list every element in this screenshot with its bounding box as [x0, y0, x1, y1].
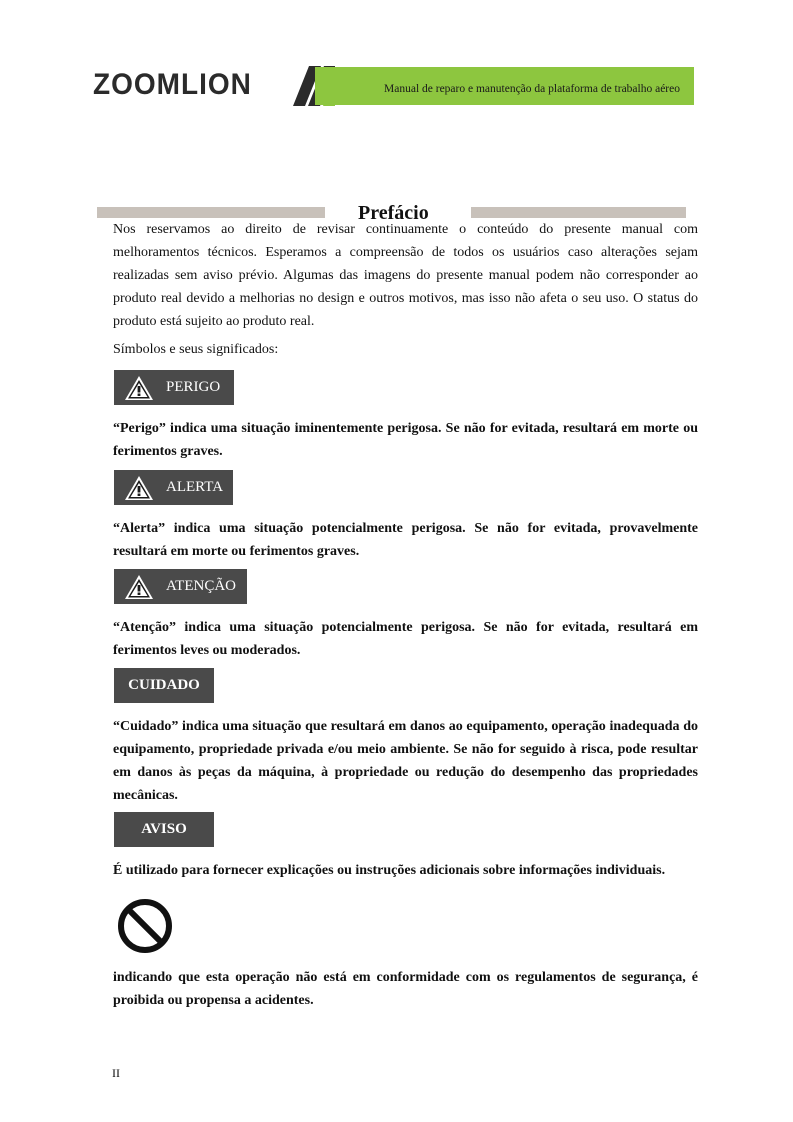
prohibition-icon	[116, 897, 174, 955]
warning-triangle-icon	[124, 574, 154, 600]
zoomlion-logo: ZOOMLION	[93, 68, 252, 101]
title-bar-right	[471, 207, 686, 218]
title-bar-left	[97, 207, 325, 218]
perigo-badge	[114, 370, 234, 405]
perigo-description: “Perigo” indica uma situação iminentemente perigosa. Se não for evitada, resultará em morte ou ferimentos graves.	[113, 421, 698, 459]
manual-title: Manual de reparo e manutenção da plataforma de trabalho aéreo	[384, 83, 680, 95]
atencao-description: “Atenção” indica uma situação potencialmente perigosa. Se não for evitada, resultará em ferimentos leves ou moderados.	[113, 620, 698, 658]
prohibition-description: indicando que esta operação não está em conformidade com os regulamentos de segurança, é proibida ou propensa a acidentes.	[113, 970, 698, 1008]
cuidado-description: “Cuidado” indica uma situação que resultará em danos ao equipamento, operação inadequada do equipamento, propriedade privada e/ou meio ambiente. Se não for seguido à risca, pode resultar em danos às peças da máquina, à propriedade ou redução do desempenho das propriedades mecânicas.	[113, 719, 698, 803]
alerta-label: ALERTA	[166, 479, 224, 495]
aviso-badge	[114, 812, 214, 847]
page-number: II	[112, 1066, 120, 1080]
alerta-description: “Alerta” indica uma situação potencialmente perigosa. Se não for evitada, provavelmente resultará em morte ou ferimentos graves.	[113, 521, 698, 559]
perigo-label: PERIGO	[166, 379, 221, 395]
warning-triangle-icon	[124, 375, 154, 401]
page-title: Prefácio	[358, 202, 429, 224]
cuidado-badge	[114, 668, 214, 703]
aviso-description: É utilizado para fornecer explicações ou instruções adicionais sobre informações individuais.	[113, 863, 666, 878]
symbols-label: Símbolos e seus significados:	[113, 342, 279, 357]
page-header	[90, 66, 694, 106]
intro-paragraph: Nos reservamos ao direito de revisar continuamente o conteúdo do presente manual com melhoramentos técnicos. Esperamos a compreensão de todos os usuários caso alterações sejam realizadas sem aviso prévio. Algumas das imagens do presente manual podem não corresponder ao produto real devido a melhorias no design e outros motivos, mas isso não afeta o seu uso. O status do produto está sujeito ao produto real.	[113, 222, 698, 329]
warning-triangle-icon	[124, 475, 154, 501]
alerta-badge	[114, 470, 233, 505]
cuidado-label: CUIDADO	[128, 677, 200, 693]
atencao-label: ATENÇÃO	[166, 578, 236, 594]
aviso-label: AVISO	[141, 821, 187, 837]
atencao-badge	[114, 569, 247, 604]
